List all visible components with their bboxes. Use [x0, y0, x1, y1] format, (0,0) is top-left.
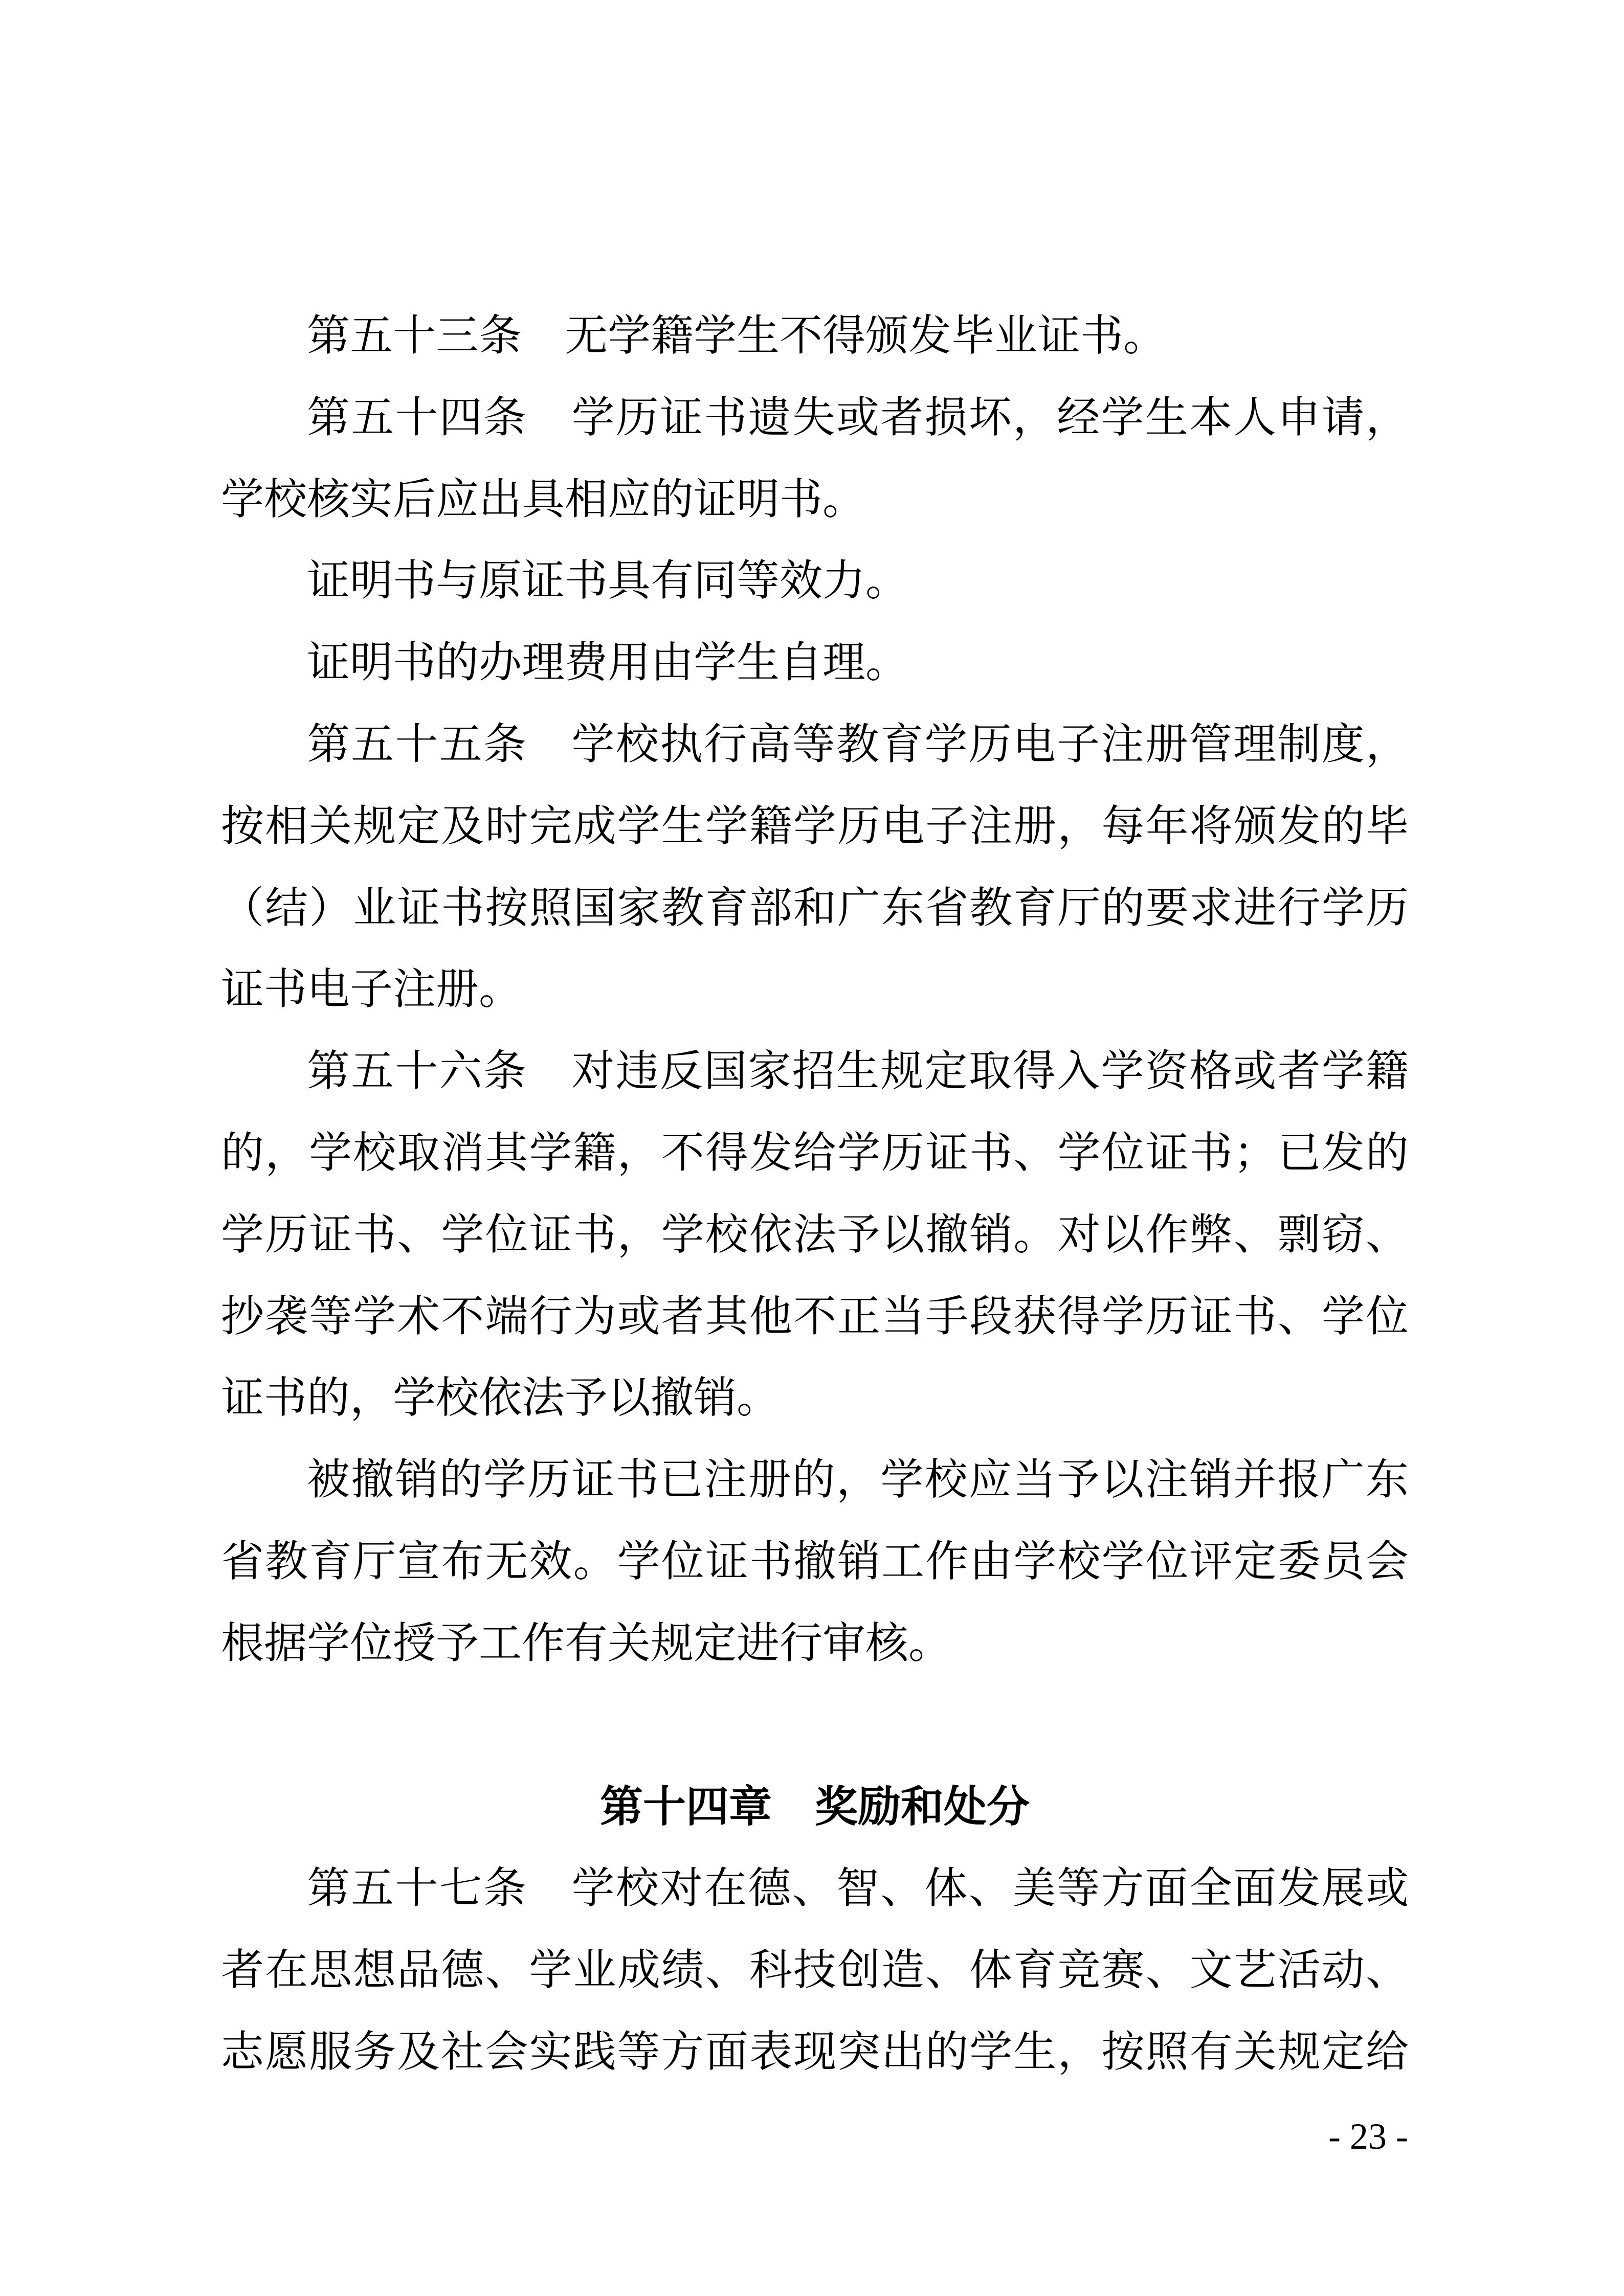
article-53-line-1: 第五十三条 无学籍学生不得颁发毕业证书。: [307, 312, 1167, 360]
paragraph-certificate-validity: 证明书与原证书具有同等效力。: [307, 557, 909, 605]
article-56-line-1: 第五十六条 对违反国家招生规定取得入学资格或者学籍: [307, 1048, 1409, 1096]
article-57-line-1: 第五十七条 学校对在德、智、体、美等方面全面发展或: [307, 1865, 1409, 1913]
revocation-line-3: 根据学位授予工作有关规定进行审核。: [221, 1619, 952, 1668]
article-55-line-3: （结）业证书按照国家教育部和广东省教育厅的要求进行学历: [221, 884, 1409, 932]
blank-line: [221, 1685, 1409, 1767]
paragraph-certificate-fee: 证明书的办理费用由学生自理。: [307, 639, 909, 687]
article-56-line-2: 的，学校取消其学籍，不得发给学历证书、学位证书；已发的: [221, 1129, 1409, 1177]
article-56-line-5: 证书的，学校依法予以撤销。: [221, 1375, 780, 1423]
page-number: - 23 -: [1328, 2116, 1408, 2157]
article-54-line-1: 第五十四条 学历证书遗失或者损坏，经学生本人申请，: [307, 394, 1409, 442]
revocation-line-1: 被撤销的学历证书已注册的，学校应当予以注销并报广东: [307, 1456, 1409, 1504]
revocation-line-2: 省教育厅宣布无效。学位证书撤销工作由学校学位评定委员会: [221, 1538, 1409, 1586]
article-55-line-1: 第五十五条 学校执行高等教育学历电子注册管理制度，: [307, 721, 1409, 769]
article-54-line-2: 学校核实后应出具相应的证明书。: [221, 476, 866, 524]
article-55-line-2: 按相关规定及时完成学生学籍学历电子注册，每年将颁发的毕: [221, 802, 1409, 850]
article-57-line-2: 者在思想品德、学业成绩、科技创造、体育竞赛、文艺活动、: [221, 1946, 1409, 1994]
body-text: [221, 296, 1409, 2094]
article-55-line-4: 证书电子注册。: [221, 966, 522, 1014]
article-56-line-3: 学历证书、学位证书，学校依法予以撤销。对以作弊、剽窃、: [221, 1211, 1409, 1259]
article-57-line-3: 志愿服务及社会实践等方面表现突出的学生，按照有关规定给: [221, 2028, 1409, 2076]
chapter-heading: 第十四章 奖励和处分: [599, 1783, 1030, 1831]
article-56-line-4: 抄袭等学术不端行为或者其他不正当手段获得学历证书、学位: [221, 1293, 1409, 1341]
